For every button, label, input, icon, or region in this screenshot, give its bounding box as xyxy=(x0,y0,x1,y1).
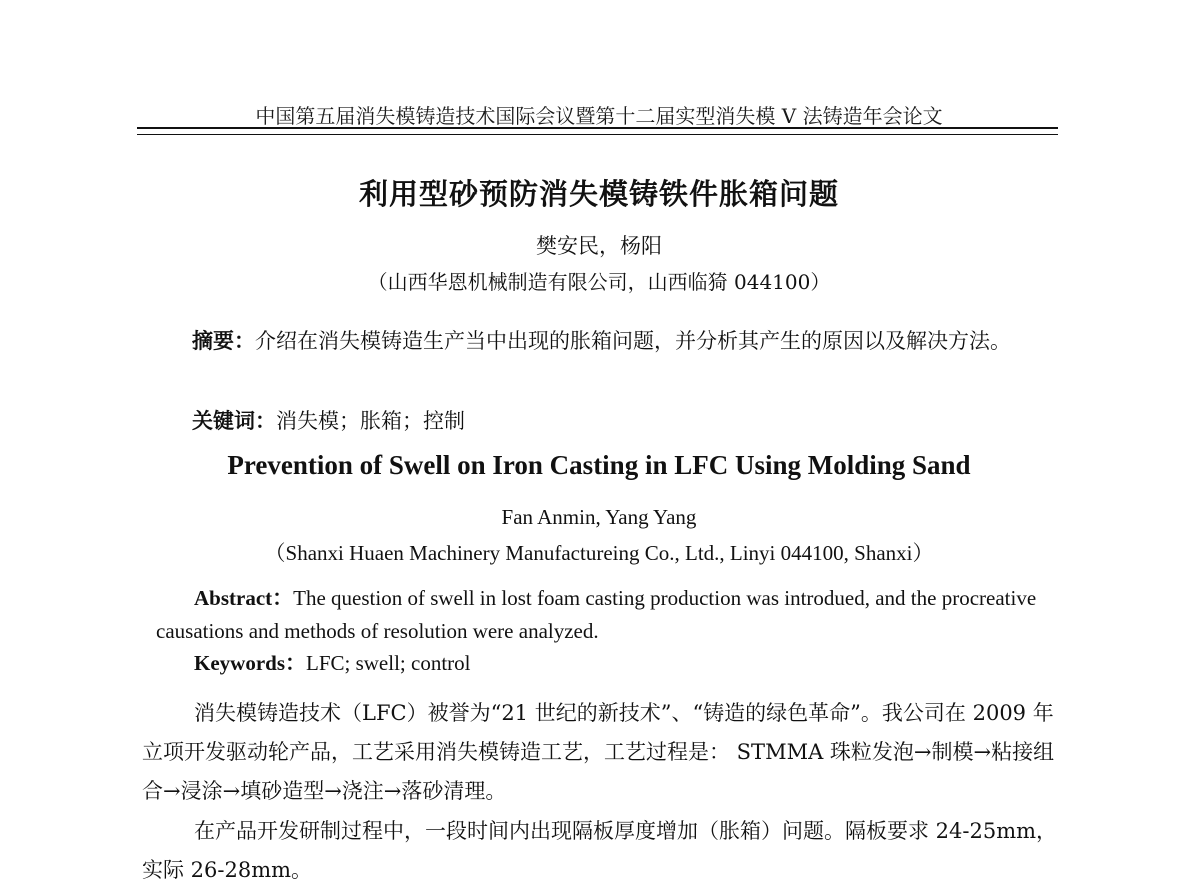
header-rule-thin xyxy=(137,134,1058,135)
keywords-english-text: LFC; swell; control xyxy=(306,651,471,675)
keywords-chinese-label: 关键词： xyxy=(192,408,276,433)
running-header: 中国第五届消失模铸造技术国际会议暨第十二届实型消失模 V 法铸造年会论文 xyxy=(255,104,943,128)
paper-title-chinese: 利用型砂预防消失模铸铁件胀箱问题 xyxy=(358,177,839,211)
paper-title-english: Prevention of Swell on Iron Casting in LFC Using Molding Sand xyxy=(227,450,971,480)
abstract-english-text: The question of swell in lost foam casting production was introdued, and the procreative causations and methods of resolution were analyzed. xyxy=(156,586,1037,643)
abstract-chinese-label: 摘要： xyxy=(192,328,255,353)
authors-chinese: 樊安民，杨阳 xyxy=(536,234,662,258)
header-rule xyxy=(137,127,1058,129)
keywords-english-label: Keywords： xyxy=(194,651,306,675)
abstract-english xyxy=(156,582,1066,648)
body-paragraph: 消失模铸造技术（LFC）被誉为“21 世纪的新技术”、“铸造的绿色革命”。我公司在 2009 年立项开发驱动轮产品，工艺采用消失模铸造工艺，工艺过程是： STMMA 珠粒发泡→制模→粘接组合→浸涂→填砂造型→浇注→落砂清理。 xyxy=(142,701,1055,803)
authors-english: Fan Anmin, Yang Yang xyxy=(501,505,697,529)
body-paragraph: 在产品开发研制过程中，一段时间内出现隔板厚度增加（胀箱）问题。隔板要求 24-25mm，实际 26-28mm。 xyxy=(142,819,1058,882)
affiliation-english: （Shanxi Huaen Machinery Manufactureing Co., Ltd., Linyi 044100, Shanxi） xyxy=(264,541,934,565)
keywords-chinese xyxy=(192,402,1062,440)
keywords-chinese-text: 消失模；胀箱；控制 xyxy=(276,409,465,433)
abstract-english-label: Abstract： xyxy=(194,586,294,610)
affiliation-chinese: （山西华恩机械制造有限公司，山西临猗 044100） xyxy=(367,270,831,294)
abstract-chinese xyxy=(142,322,1062,360)
abstract-chinese-text: 介绍在消失模铸造生产当中出现的胀箱问题，并分析其产生的原因以及解决方法。 xyxy=(255,329,1011,353)
keywords-english xyxy=(194,648,1054,678)
